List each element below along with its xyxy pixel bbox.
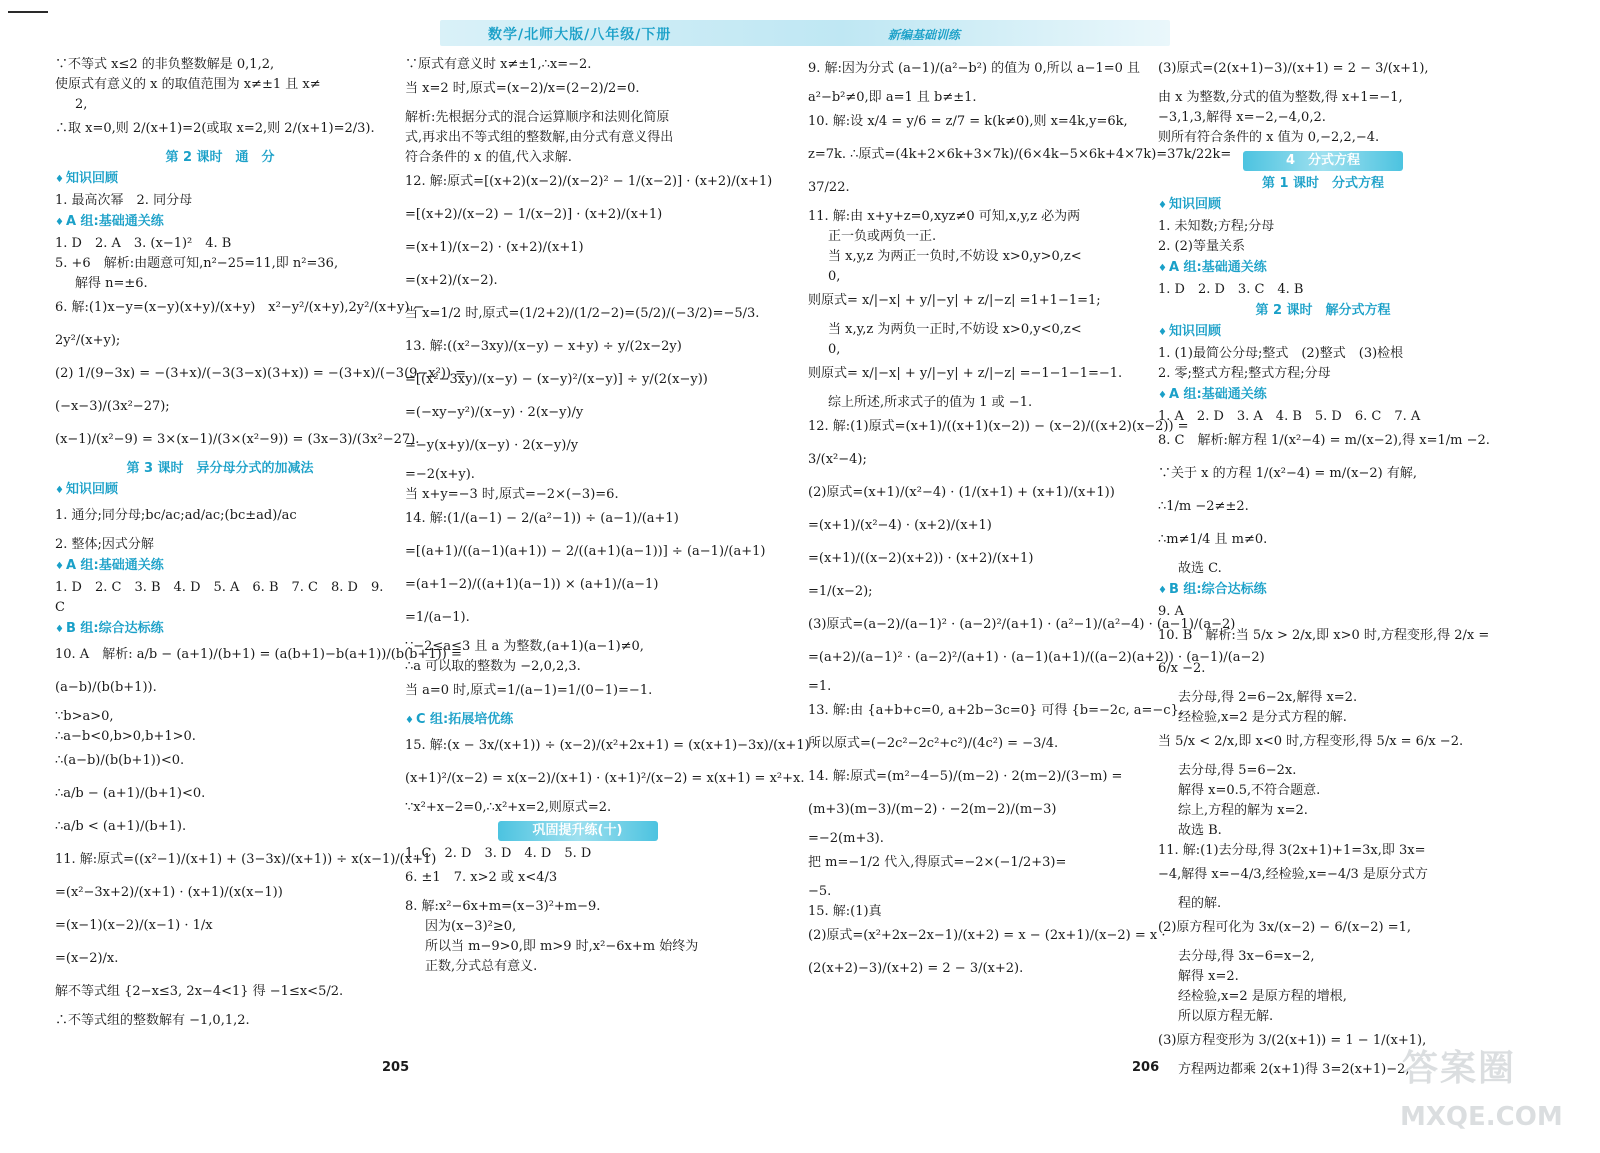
formula-line: (3)原方程变形为 3/(2(x+1)) = 1 − 1/(x+1), <box>1158 1033 1427 1048</box>
answer-line: 1. D 2. C 3. B 4. D 5. A 6. B 7. C 8. D 9. <box>55 580 384 595</box>
answer-line: 经检验,x=2 是原方程的增根, <box>1178 989 1347 1004</box>
answer-line: =−2(m+3). <box>808 831 884 846</box>
answer-column-2 <box>405 56 819 978</box>
answer-line: −5. <box>808 884 832 899</box>
answer-line: a²−b²≠0,即 a=1 且 b≠±1. <box>808 90 977 105</box>
formula-line: 6/x −2. <box>1158 661 1206 676</box>
book-title: 数学/北师大版/八年级/下册 <box>488 27 672 43</box>
formula-line: 则原式= x/|−x| + y/|−y| + z/|−z| =1+1−1=1; <box>808 293 1101 308</box>
formula-line: =(x+1)/(x²−4) · (x+2)/(x+1) <box>808 518 992 533</box>
answer-line: 解得 n=±6. <box>75 276 148 291</box>
formula-line: 解不等式组 {2−x≤3, 2x−4<1} 得 −1≤x<5/2. <box>55 984 344 999</box>
answer-line: 8. 解:x²−6x+m=(x−3)²+m−9. <box>405 899 601 914</box>
page-corner-mark <box>8 0 48 4</box>
formula-line: 2y²/(x+y); <box>55 333 121 348</box>
formula-line: =[(a+1)/((a−1)(a+1)) − 2/((a+1)(a−1))] ÷ (a−1)/(a+1) <box>405 544 766 559</box>
answer-line: 2, <box>75 97 88 112</box>
answer-line: 5. +6 解析:由题意可知,n²−25=11,即 n²=36, <box>55 256 339 271</box>
formula-line: −4,解得 x=−4/3,经检验,x=−4/3 是原分式方 <box>1158 867 1428 882</box>
formula-line: 把 m=−1/2 代入,得原式=−2×(−1/2+3)= <box>808 855 1067 870</box>
formula-line: =1/(a−1). <box>405 610 470 625</box>
formula-line: (2)原方程可化为 3x/(x−2) − 6/(x−2) =1, <box>1158 920 1412 935</box>
answer-line: 1. (1)最简公分母;整式 (2)整式 (3)检根 <box>1158 346 1404 361</box>
answer-line: 当 x+y=−3 时,原式=−2×(−3)=6. <box>405 487 619 502</box>
answer-line: 解得 x=2. <box>1178 969 1239 984</box>
formula-line: 则原式= x/|−x| + y/|−y| + z/|−z| =−1−1−1=−1. <box>808 366 1123 381</box>
formula-line: =(x−2)/x. <box>55 951 119 966</box>
formula-line: (3)原式=(2(x+1)−3)/(x+1) = 2 − 3/(x+1), <box>1158 61 1429 76</box>
answer-line: 11. 解:(1)去分母,得 3(2x+1)+1=3x,即 3x= <box>1158 843 1426 858</box>
answer-line: 综上所述,所求式子的值为 1 或 −1. <box>828 395 1033 410</box>
answer-line: 所以原方程无解. <box>1178 1009 1274 1024</box>
formula-line: ∴取 x=0,则 2/(x+1)=2(或取 x=2,则 2/(x+1)=2/3). <box>55 121 375 136</box>
answer-line: 当 x,y,z 为两正一负时,不妨设 x>0,y>0,z< <box>828 249 1082 264</box>
formula-line: 12. 解:原式=[(x+2)(x−2)/(x−2)² − 1/(x−2)] · (x+2)/(x+1) <box>405 174 773 189</box>
page-header <box>440 20 1170 46</box>
answer-line: 2. (2)等量关系 <box>1158 239 1245 254</box>
answer-line: 0, <box>828 342 841 357</box>
section-heading: ♦ A 组:基础通关练 <box>1158 386 1488 405</box>
formula-line: ∴(a−b)/(b(b+1))<0. <box>55 753 185 768</box>
section-heading: ♦ 知识回顾 <box>1158 323 1488 342</box>
section-heading: ♦ C 组:拓展培优练 <box>405 711 750 730</box>
formula-line: 当 x=2 时,原式=(x−2)/x=(2−2)/2=0. <box>405 81 640 96</box>
formula-line: =1/(x−2); <box>808 584 873 599</box>
formula-line: 11. 解:原式=((x²−1)/(x+1) + (3−3x)/(x+1)) ÷ x(x−1)/(x+1) <box>55 852 437 867</box>
section-heading: ♦ 知识回顾 <box>1158 196 1488 215</box>
formula-line: (2) 1/(9−3x) = −(3+x)/(−3(3−x)(3+x)) = −(3+x)/(−3(9−x²)) = <box>55 366 467 381</box>
section-heading: ♦ A 组:基础通关练 <box>1158 259 1488 278</box>
section-heading: ♦ B 组:综合达标练 <box>1158 581 1488 600</box>
section-heading: ♦ 知识回顾 <box>55 481 385 500</box>
book-brand: 新编基础训练 <box>887 28 960 42</box>
answer-line: =1. <box>808 679 832 694</box>
section-heading: ♦ B 组:综合达标练 <box>55 620 385 639</box>
answer-line: −3,1,3,解得 x=−2,−4,0,2. <box>1158 110 1326 125</box>
answer-line: 去分母,得 2=6−2x,解得 x=2. <box>1178 690 1358 705</box>
answer-line: ∵−2≤a≤3 且 a 为整数,(a+1)(a−1)≠0, <box>405 639 644 654</box>
answer-line: ∵原式有意义时 x≠±1,∴x=−2. <box>405 57 592 72</box>
formula-line: 6. ±1 7. x>2 或 x<4/3 <box>405 870 558 885</box>
answer-line: ∵x²+x−2=0,∴x²+x=2,则原式=2. <box>405 800 612 815</box>
formula-line: 1. 通分;同分母;bc/ac;ad/ac;(bc±ad)/ac <box>55 508 297 523</box>
answer-line: 1. 最高次幂 2. 同分母 <box>55 193 193 208</box>
formula-line: =(a+1−2)/((a+1)(a−1)) × (a+1)/(a−1) <box>405 577 659 592</box>
formula-line: 所以原式=(−2c²−2c²+c²)/(4c²) = −3/4. <box>808 736 1059 751</box>
formula-line: (x+1)²/(x−2) = x(x−2)/(x+1) · (x+1)²/(x−2) = x(x+1) = x²+x. <box>405 771 805 786</box>
formula-line: =(x²−3x+2)/(x+1) · (x+1)/(x(x−1)) <box>55 885 283 900</box>
answer-line: 解析:先根据分式的混合运算顺序和法则化简原 <box>405 110 670 125</box>
answer-column-4 <box>1158 56 1488 1081</box>
page-number-right: 206 <box>1132 1060 1160 1075</box>
formula-line: =(x+2)/(x−2). <box>405 273 498 288</box>
formula-line: (3)原式=(a−2)/(a−1)² · (a−2)²/(a+1) · (a²−1)/(a²−4) · (a−1)/(a−2) <box>808 617 1236 632</box>
formula-line: ∵关于 x 的方程 1/(x²−4) = m/(x−2) 有解, <box>1158 466 1417 481</box>
answer-line: 使原式有意义的 x 的取值范围为 x≠±1 且 x≠ <box>55 77 321 92</box>
formula-line: 37/22. <box>808 180 850 195</box>
answer-line: 9. A <box>1158 604 1184 619</box>
watermark-text-bottom: MXQE.COM <box>1400 1102 1563 1132</box>
answer-line: 0, <box>828 269 841 284</box>
answer-line: 综上,方程的解为 x=2. <box>1178 803 1308 818</box>
formula-line: 9. 解:因为分式 (a−1)/(a²−b²) 的值为 0,所以 a−1=0 且 <box>808 61 1141 76</box>
formula-line: 10. B 解析:当 5/x > 2/x,即 x>0 时,方程变形,得 2/x = <box>1158 628 1490 643</box>
formula-line: ∴a/b − (a+1)/(b+1)<0. <box>55 786 206 801</box>
formula-line: 12. 解:(1)原式=(x+1)/((x+1)(x−2)) − (x−2)/((x+2)(x−2)) = <box>808 419 1189 434</box>
section-heading: ♦ 知识回顾 <box>55 170 385 189</box>
formula-line: =(−xy−y²)/(x−y) · 2(x−y)/y <box>405 405 584 420</box>
formula-line: (2)原式=(x+1)/(x²−4) · (1/(x+1) + (x+1)/(x+1)) <box>808 485 1115 500</box>
formula-line: (−x−3)/(3x²−27); <box>55 399 170 414</box>
formula-line: 8. C 解析:解方程 1/(x²−4) = m/(x−2),得 x=1/m −2. <box>1158 433 1490 448</box>
watermark-text-top: 答案圈 <box>1402 1048 1517 1089</box>
answer-line: 式,再求出不等式组的整数解,由分式有意义得出 <box>405 130 674 145</box>
formula-line: =(x−1)(x−2)/(x−1) · 1/x <box>55 918 213 933</box>
formula-line: 13. 解:((x²−3xy)/(x−y) − x+y) ÷ y/(2x−2y) <box>405 339 682 354</box>
unit-banner: 巩固提升练(十) <box>498 821 658 841</box>
formula-line: (2(x+2)−3)/(x+2) = 2 − 3/(x+2). <box>808 961 1024 976</box>
answer-line: 1. A 2. D 3. A 4. B 5. D 6. C 7. A <box>1158 409 1421 424</box>
lesson-title: 第 2 课时 通 分 <box>165 150 275 165</box>
formula-line: (a−b)/(b(b+1)). <box>55 680 157 695</box>
answer-line: ∴不等式组的整数解有 −1,0,1,2. <box>55 1013 250 1028</box>
formula-line: =[(x²−3xy)/(x−y) − (x−y)²/(x−y)] ÷ y/(2(x−y)) <box>405 372 708 387</box>
formula-line: 15. 解:(x − 3x/(x+1)) ÷ (x−2)/(x²+2x+1) = (x(x+1)−3x)/(x+1) · <box>405 738 819 753</box>
formula-line: 13. 解:由 {a+b+c=0, a+2b−3c=0} 可得 {b=−2c, a=−c}. <box>808 703 1183 718</box>
answer-line: 去分母,得 3x−6=x−2, <box>1178 949 1315 964</box>
answer-line: 故选 C. <box>1178 561 1222 576</box>
formula-line: 当 a=0 时,原式=1/(a−1)=1/(0−1)=−1. <box>405 683 653 698</box>
formula-line: 当 5/x < 2/x,即 x<0 时,方程变形,得 5/x = 6/x −2. <box>1158 734 1464 749</box>
answer-line: 程的解. <box>1178 896 1222 911</box>
answer-line: 正一负或两负一正. <box>828 229 937 244</box>
section-heading: ♦ A 组:基础通关练 <box>55 213 385 232</box>
answer-line: 1. 未知数;方程;分母 <box>1158 219 1275 234</box>
answer-line: 当 x,y,z 为两负一正时,不妨设 x>0,y<0,z< <box>828 322 1082 337</box>
formula-line: 10. A 解析: a/b − (a+1)/(b+1) = (a(b+1)−b(a+1))/(b(b+1)) = <box>55 647 462 662</box>
formula-line: 10. 解:设 x/4 = y/6 = z/7 = k(k≠0),则 x=4k,y=6k, <box>808 114 1128 129</box>
answer-line: ∴a 可以取的整数为 −2,0,2,3. <box>405 659 581 674</box>
lesson-title: 第 2 课时 解分式方程 <box>1255 303 1391 318</box>
formula-line: 当 x=1/2 时,原式=(1/2+2)/(1/2−2)=(5/2)/(−3/2)=−5/3. <box>405 306 760 321</box>
formula-line: =−y(x+y)/(x−y) · 2(x−y)/y <box>405 438 579 453</box>
formula-line: (m+3)(m−3)/(m−2) · −2(m−2)/(m−3) <box>808 802 1057 817</box>
answer-line: 因为(x−3)²≥0, <box>425 919 517 934</box>
formula-line: =(x+1)/((x−2)(x+2)) · (x+2)/(x+1) <box>808 551 1034 566</box>
page-number-left: 205 <box>382 1060 410 1075</box>
formula-line: 14. 解:原式=(m²−4−5)/(m−2) · 2(m−2)/(3−m) = <box>808 769 1123 784</box>
answer-line: 由 x 为整数,分式的值为整数,得 x+1=−1, <box>1158 90 1403 105</box>
answer-line: 符合条件的 x 的值,代入求解. <box>405 150 572 165</box>
formula-line: (2)原式=(x²+2x−2x−1)/(x+2) = x − (2x+1)/(x−2) = x · <box>808 928 1166 943</box>
section-heading: ♦ A 组:基础通关练 <box>55 557 385 576</box>
answer-line: 故选 B. <box>1178 823 1222 838</box>
answer-line: 所以当 m−9>0,即 m>9 时,x²−6x+m 始终为 <box>425 939 699 954</box>
answer-line: 1. D 2. A 3. (x−1)² 4. B <box>55 236 232 251</box>
answer-line: ∵b>a>0, <box>55 709 114 724</box>
unit-banner: 4 分式方程 <box>1243 151 1403 171</box>
formula-line: z=7k. ∴原式=(4k+2×6k+3×7k)/(6×4k−5×6k+4×7k)=37k/22k= <box>808 147 1232 162</box>
lesson-title: 第 3 课时 异分母分式的加减法 <box>126 461 314 476</box>
answer-line: 2. 整体;因式分解 <box>55 537 154 552</box>
formula-line: 6. 解:(1)x−y=(x−y)(x+y)/(x+y) x²−y²/(x+y),2y²/(x+y) − <box>55 300 425 315</box>
answer-line: 则所有符合条件的 x 值为 0,−2,2,−4. <box>1158 130 1380 145</box>
formula-line: ∴m≠1/4 且 m≠0. <box>1158 532 1268 547</box>
answer-line: 经检验,x=2 是分式方程的解. <box>1178 710 1347 725</box>
formula-line: =(x+1)/(x−2) · (x+2)/(x+1) <box>405 240 584 255</box>
answer-line: =−2(x+y). <box>405 467 475 482</box>
watermark-logo <box>1392 1040 1572 1140</box>
answer-line: 1. D 2. D 3. C 4. B <box>1158 282 1304 297</box>
answer-line: 15. 解:(1)真 <box>808 904 882 919</box>
answer-line: 去分母,得 5=6−2x. <box>1178 763 1297 778</box>
formula-line: ∴1/m −2≠±2. <box>1158 499 1249 514</box>
answer-line: 正数,分式总有意义. <box>425 959 538 974</box>
formula-line: ∴a/b < (a+1)/(b+1). <box>55 819 187 834</box>
formula-line: (x−1)/(x²−9) = 3×(x−1)/(3×(x²−9)) = (3x−3)/(3x²−27). <box>55 432 420 447</box>
formula-line: 14. 解:(1/(a−1) − 2/(a²−1)) ÷ (a−1)/(a+1) <box>405 511 679 526</box>
answer-line: 11. 解:由 x+y+z=0,xyz≠0 可知,x,y,z 必为两 <box>808 209 1081 224</box>
formula-line: 3/(x²−4); <box>808 452 867 467</box>
answer-line: 2. 零;整式方程;整式方程;分母 <box>1158 366 1331 381</box>
answer-line: ∴a−b<0,b>0,b+1>0. <box>55 729 196 744</box>
answer-line: 解得 x=0.5,不符合题意. <box>1178 783 1321 798</box>
answer-line: 方程两边都乘 2(x+1)得 3=2(x+1)−2, <box>1178 1062 1410 1077</box>
answer-line: 1. C 2. D 3. D 4. D 5. D <box>405 846 592 861</box>
formula-line: =[(x+2)/(x−2) − 1/(x−2)] · (x+2)/(x+1) <box>405 207 663 222</box>
formula-line: =(a+2)/(a−1)² · (a−2)²/(a+1) · (a−1)(a+1)/((a−2)(a+2)) · (a−1)/(a−2) <box>808 650 1265 665</box>
lesson-title: 第 1 课时 分式方程 <box>1261 176 1385 191</box>
answer-line: C <box>55 600 65 615</box>
answer-line: ∵不等式 x≤2 的非负整数解是 0,1,2, <box>55 57 275 72</box>
